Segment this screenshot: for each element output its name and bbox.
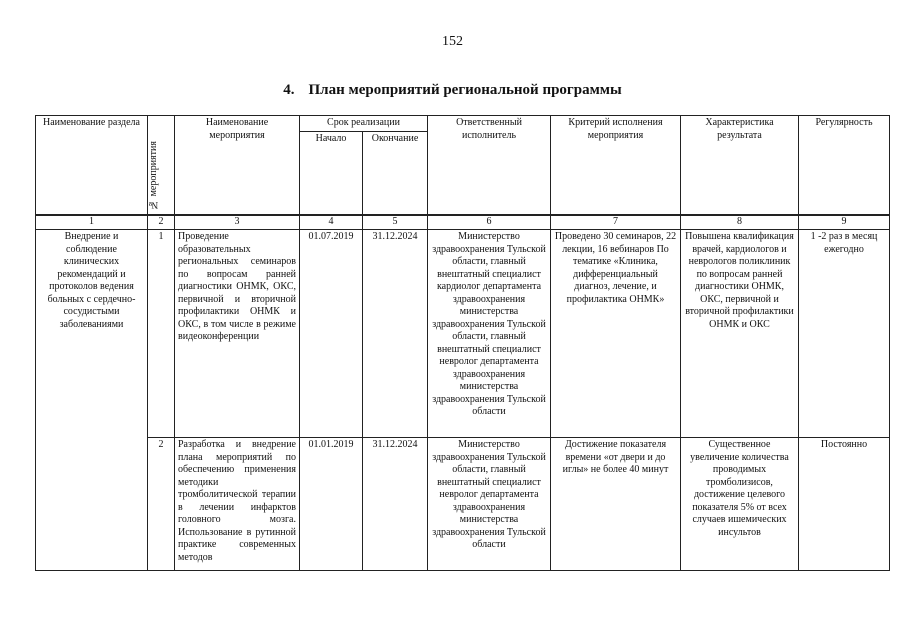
column-number: 1 [36, 215, 148, 230]
event-name-cell: Проведение образовательных региональных семинаров по вопросам ранней диагностики ОНМК, ОКС, первичной и вторичной профилактики ОНМК и ОКС, в том числе в режиме видеоконференции [175, 230, 300, 438]
criterion-cell: Проведено 30 семинаров, 22 лекции, 16 вебинаров По тематике «Клиника, дифференциальный диагноз, лечение, и профилактика ОНМК» [551, 230, 681, 438]
regularity-cell: Постоянно [799, 438, 890, 571]
regularity-cell: 1 -2 раз в месяц ежегодно [799, 230, 890, 438]
column-number: 3 [175, 215, 300, 230]
table-row [36, 438, 890, 571]
column-number: 8 [681, 215, 799, 230]
column-number: 2 [148, 215, 175, 230]
column-number: 7 [551, 215, 681, 230]
header-criterion: Критерий исполнения мероприятия [551, 116, 681, 216]
column-number: 6 [428, 215, 551, 230]
section-name-cell: Внедрение и соблюдение клинических рекомендаций и протоколов ведения больных с сердечно-сосудистыми заболеваниями [36, 230, 148, 571]
result-cell: Существенное увеличение количества проводимых тромболизисов, достижение целевого показателя 5% от всех случаев ишемических инсультов [681, 438, 799, 571]
start-date-cell: 01.01.2019 [300, 438, 363, 571]
header-event-no [148, 116, 175, 216]
event-name-cell: Разработка и внедрение плана мероприятий по обеспечению применения методики тромболитической терапии в лечении инфарктов головного мозга. Использование в рутинной практике современных методов [175, 438, 300, 571]
header-result: Характеристика результата [681, 116, 799, 216]
criterion-cell: Достижение показателя времени «от двери и до иглы» не более 40 минут [551, 438, 681, 571]
end-date-cell: 31.12.2024 [363, 438, 428, 571]
page-number: 152 [442, 34, 463, 49]
header-start: Начало [300, 131, 363, 215]
table-row [36, 230, 890, 438]
header-row [36, 116, 890, 132]
header-regularity: Регулярность [799, 116, 890, 216]
end-date-cell: 31.12.2024 [363, 230, 428, 438]
start-date-cell: 01.07.2019 [300, 230, 363, 438]
column-number-row [36, 215, 890, 230]
result-cell: Повышена квалификация врачей, кардиологов и неврологов поликлиник по вопросам ранней диагностики ОНМК, ОКС, первичной и вторичной профилактики ОНМК и ОКС [681, 230, 799, 438]
section-title: План мероприятий региональной программы [308, 82, 622, 98]
executor-cell: Министерство здравоохранения Тульской области, главный внештатный специалист невролог департамента здравоохранения министерства здравоохранения Тульской области [428, 438, 551, 571]
event-no-cell: 1 [148, 230, 175, 438]
section-number: 4. [283, 82, 295, 98]
header-event-name: Наименование мероприятия [175, 116, 300, 216]
column-number: 4 [300, 215, 363, 230]
section-heading [0, 82, 905, 99]
header-period: Срок реализации [300, 116, 428, 132]
header-event-no-text: № мероприятия [148, 141, 159, 210]
header-end: Окончание [363, 131, 428, 215]
event-no-cell: 2 [148, 438, 175, 571]
executor-cell: Министерство здравоохранения Тульской области, главный внештатный специалист кардиолог департамента здравоохранения министерства здравоохранения Тульской области, главный внештатный специалист невролог департамента здравоохранения министерства здравоохранения Тульской области [428, 230, 551, 438]
header-executor: Ответственный исполнитель [428, 116, 551, 216]
header-section-name: Наименование раздела [36, 116, 148, 216]
column-number: 9 [799, 215, 890, 230]
events-plan-table [35, 115, 890, 571]
column-number: 5 [363, 215, 428, 230]
